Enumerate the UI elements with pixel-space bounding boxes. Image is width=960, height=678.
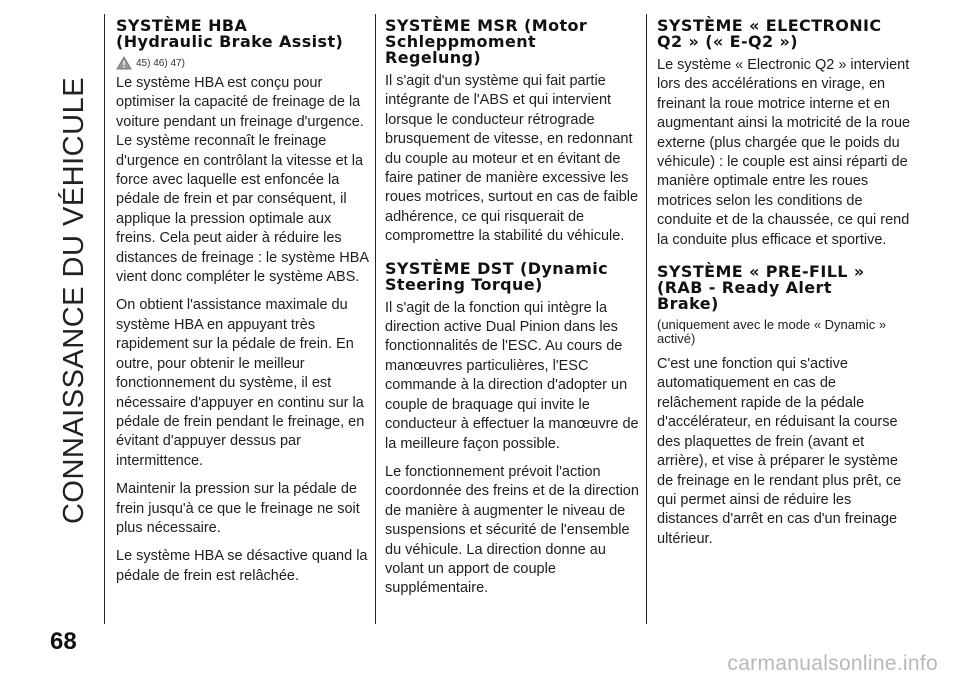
paragraph: C'est une fonction qui s'active automatiquement en cas de relâchement rapide de la pédale d'accélérateur, en réduisant la course des plaquettes de frein (avant et arrière), et vise à préparer le système de freinage en le rendant plus prêt, ce qui permet ainsi de réduire les distances d'arrêt en cas d'un freinage ultérieur. (657, 356, 902, 547)
heading-prefill: SYSTÈME « PRE-FILL » (RAB - Ready Alert Brake) (657, 262, 865, 314)
paragraph: Le système HBA se désactive quand la pédale de frein est relâchée. (116, 548, 368, 584)
column-divider-1 (375, 14, 376, 624)
paragraph: Maintenir la pression sur la pédale de frein jusqu'à ce que le freinage ne soit plus nécessaire. (116, 481, 360, 536)
heading-msr: SYSTÈME MSR (Motor Schleppmoment Regelung) (385, 16, 588, 67)
paragraph: Le système « Electronic Q2 » intervient lors des accélérations en virage, en freinant la roue motrice interne et en augmentant ainsi la motricité de la roue externe (plus chargée que le poids du véhicule) : le couple est ainsi réparti de manière optimale entre les roues motrices selon les conditions de conduite et de la chaussée, ce qui rend la conduite plus efficace et sportive. (657, 57, 911, 248)
column-msr-dst (385, 18, 639, 608)
heading-dst: SYSTÈME DST (Dynamic Steering Torque) (385, 258, 609, 294)
warning-reference (116, 56, 370, 70)
paragraph: Le fonctionnement prévoit l'action coordonnée des freins et de la direction de manière à augmenter le niveau de suspensions et sécurité de l'ensemble du véhicule. La direction donne au volant un apport de couple supplémentaire. (385, 463, 639, 597)
column-hba (116, 18, 370, 595)
warning-refs: 45) 46) 47) (136, 58, 185, 69)
sidebar-title-text: CONNAISSANCE DU VÉHICULE (58, 76, 91, 524)
paragraph: Il s'agit de la fonction qui intègre la direction active Dual Pinion dans les fonctionnalités de l'ESC. Au cours de manœuvres particulières, l'ESC commande à la direction d'adopter un couple de braquage qui invite le conducteur à effectuer la manœuvre de la meilleure façon possible. (385, 299, 639, 452)
watermark-text: carmanualsonline.info (727, 652, 938, 675)
page-number: 68 (50, 628, 77, 655)
sidebar-divider (104, 14, 105, 624)
paragraph: Le système HBA est conçu pour optimiser la capacité de freinage de la voiture pendant un freinage d'urgence. Le système reconnaît le freinage d'urgence en contrôlant la vitesse et la force avec laquelle est enfoncée la pédale de frein et par conséquent, il applique la pression optimale aux freins. Cela peut aider à réduire les distances de freinage : le système HBA vient donc compléter le système ABS. (116, 75, 369, 286)
paragraph: On obtient l'assistance maximale du système HBA en appuyant très rapidement sur la pédale de frein. En outre, pour obtenir le meilleur fonctionnement du système, il est nécessaire d'appuyer en continu sur la pédale de frein pendant le freinage, en évitant d'appuyer dessus par intermittence. (116, 297, 365, 469)
column-eq2-prefill (657, 18, 911, 558)
sidebar-section-title (52, 20, 98, 580)
heading-eq2: SYSTÈME « ELECTRONIC Q2 » (« E-Q2 ») (657, 16, 882, 51)
paragraph: Il s'agit d'un système qui fait partie intégrante de l'ABS et qui intervient lorsque le conducteur rétrograde brusquement de vitesse, en redonnant du couple au moteur et en évitant de faire patiner de manière excessive les roues motrices, surtout en cas de faible adhérence, ce qui risquerait de compromettre la stabilité du véhicule. (385, 73, 639, 245)
heading-hba: SYSTÈME HBA (Hydraulic Brake Assist) (116, 16, 344, 51)
column-divider-2 (646, 14, 647, 624)
warning-triangle-icon (116, 56, 132, 70)
prefill-note: (uniquement avec le mode « Dynamic » activé) (657, 317, 887, 347)
